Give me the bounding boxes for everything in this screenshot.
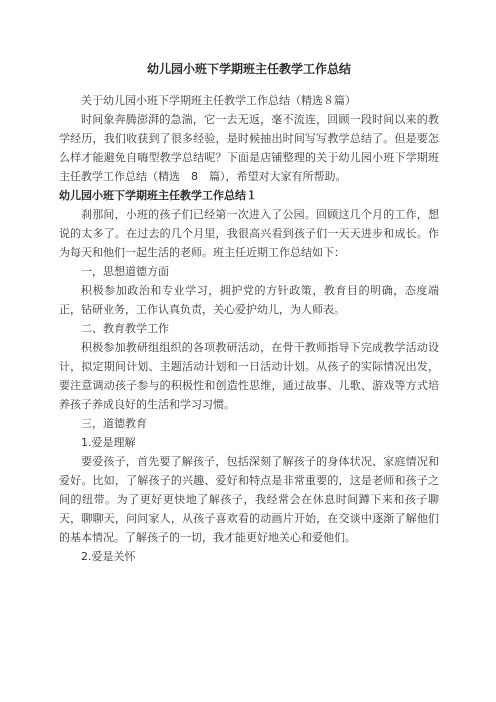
paragraph-ideology: 积极参加政治和专业学习，拥护党的方针政策，教育目的明确，态度端正，钻研业务，工作认真负责，关心爱护幼儿，为人师表。 [59,284,439,316]
section-intro-paragraph: 刹那间，小班的孩子们已经第一次进入了公园。回顾这几个月的工作，想说的太多了。在过去的几个月里，我很高兴看到孩子们一天天进步和成长。作为每天和他们一起生活的老师。班主任近期工作总结如下： [59,208,439,259]
intro-title: 关于幼儿园小班下学期班主任教学工作总结（精选８篇） [81,94,356,107]
document-title: 幼儿园小班下学期班主任教学工作总结 [146,62,351,76]
subheading-moral: 三，道德教育 [81,417,147,430]
section-heading: 幼儿园小班下学期班主任教学工作总结１ [59,189,257,202]
subheading-care: 2.爱是关怀 [81,550,136,563]
paragraph-understanding: 要爱孩子，首先要了解孩子，包括深刻了解孩子的身体状况、家庭情况和爱好。比如，了解孩子的兴趣、爱好和特点是非常重要的，这是老师和孩子之间的纽带。为了更好更快地了解孩子，我经常会在休息时间蹲下来和孩子聊天，聊聊天，问问家人，从孩子喜欢看的动画片开始，在交谈中逐渐了解他们的基本情况。了解孩子的一切，我才能更好地关心和爱他们。 [59,455,439,544]
subheading-understanding: 1.爱是理解 [81,436,136,449]
subheading-ideology: 一，思想道德方面 [81,265,169,278]
paragraph-teaching: 积极参加教研组组织的各项教研活动，在骨干教师指导下完成教学活动设计，拟定期间计划、主题活动计划和一日活动计划。从孩子的实际情况出发，要注意调动孩子参与的积极性和创造性思维，通过故事、儿歌、游戏等方式培养孩子养成良好的生活和学习习惯。 [59,341,439,411]
subheading-teaching: 二、教育教学工作 [81,322,169,335]
intro-paragraph: 时间象奔腾澎湃的急湍，它一去无返，毫不流连，回顾一段时间以来的教学经历，我们收获到了很多经验，是时候抽出时间写写教学总结了。但是要怎么样才能避免自嗨型教学总结呢？下面是店铺整理的关于幼儿园小班下学期班主任教学工作总结（精选 8 篇），希望对大家有所帮助。 [59,113,439,183]
